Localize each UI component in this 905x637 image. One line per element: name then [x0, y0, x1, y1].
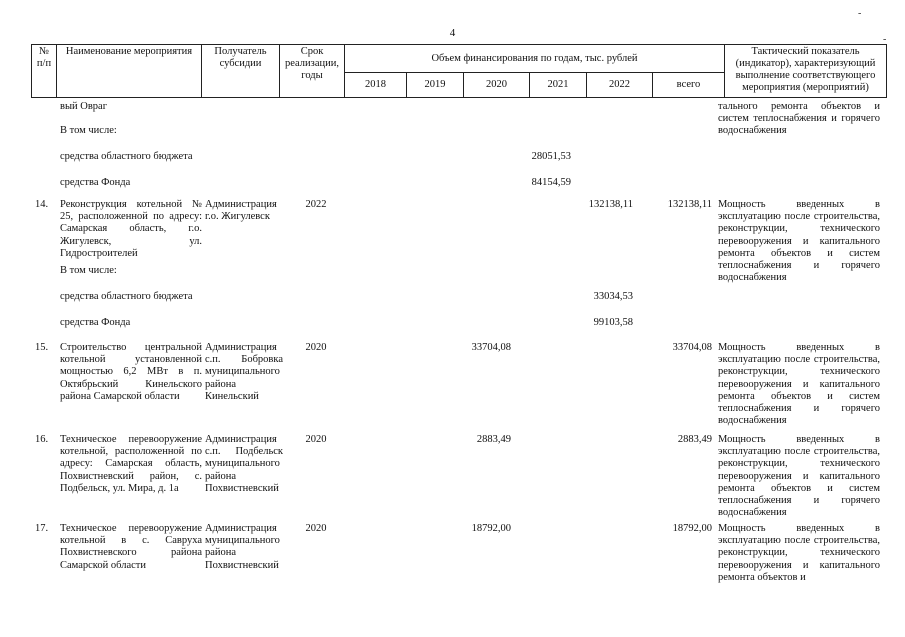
- row-indicator-tail: тального ремонта объектов и систем теплоснабжения и горячего водоснабжения: [718, 101, 880, 137]
- row-number: 15.: [35, 342, 49, 353]
- table-row: [31, 434, 879, 523]
- row-name: Техническое перевооружение котельной, расположенной по адресу: Самарская область, Похвистневский район, с. Подбельск, ул. Мира, д. 1а: [60, 434, 202, 494]
- row-recipient: Администрация с.п. Подбельск муниципального района Похвистневский: [205, 434, 283, 494]
- table-row: [31, 523, 879, 593]
- fund-label: средства Фонда: [60, 177, 131, 188]
- row-name: Техническое перевооружение котельной в с. Савруха Похвистневского района Самарской области: [60, 523, 202, 571]
- corner-mark: -: [858, 8, 862, 19]
- page-number: 4: [449, 27, 456, 39]
- row-recipient: Администрация г.о. Жигулевск: [205, 199, 277, 223]
- col-term-header: Срок реализации, годы: [280, 45, 345, 98]
- year-2022-header: 2022: [587, 73, 653, 98]
- year-2021-header: 2021: [530, 73, 587, 98]
- total-header: всего: [653, 73, 725, 98]
- row-2020-value: 2883,49: [476, 434, 511, 445]
- row-name: Строительство центральной котельной установленной мощностью 6,2 МВт в п. Октябрьский Кинельского района Самарской области: [60, 342, 202, 402]
- row-number: 14.: [35, 199, 49, 210]
- regional-2022-value: 33034,53: [593, 291, 633, 302]
- year-2018-header: 2018: [345, 73, 407, 98]
- row-total-value: 132138,11: [667, 199, 712, 210]
- row-term: 2020: [305, 342, 327, 353]
- regional-budget-label: средства областного бюджета: [60, 291, 193, 302]
- row-indicator: Мощность введенных в эксплуатацию после строительства, реконструкции, технического перевооружения и капитального ремонта объектов и систем теплоснабжения и горячего водоснабжения: [718, 434, 880, 519]
- col-name-header: Наименование мероприятия: [57, 45, 202, 98]
- year-2019-header: 2019: [407, 73, 464, 98]
- table-row: [31, 199, 879, 342]
- row-recipient: Администрация муниципального района Похвистневский: [205, 523, 280, 571]
- row-indicator: Мощность введенных в эксплуатацию после строительства, реконструкции, технического перевооружения и капитального ремонта объектов и систем теплоснабжения и горячего водоснабжения: [718, 342, 880, 427]
- row-indicator: Мощность введенных в эксплуатацию после строительства, реконструкции, технического перевооружения и капитального ремонта объектов и: [718, 523, 880, 583]
- table-row: [31, 342, 879, 434]
- col-financing-header: Объем финансирования по годам, тыс. рублей: [345, 45, 725, 73]
- header-table: [31, 44, 887, 98]
- regional-budget-label: средства областного бюджета: [60, 151, 193, 162]
- including-label: В том числе:: [60, 125, 117, 136]
- regional-2021-value: 28051,53: [531, 151, 571, 162]
- fund-label: средства Фонда: [60, 317, 131, 328]
- row-indicator: Мощность введенных в эксплуатацию после строительства, реконструкции, технического перевооружения и капитального ремонта объектов и систем теплоснабжения и горячего водоснабжения: [718, 199, 880, 284]
- row-number: 16.: [35, 434, 49, 445]
- row-recipient: Администрация с.п. Бобровка муниципального района Кинельский: [205, 342, 283, 402]
- col-indicator-header: Тактический показатель (индикатор), характеризующий выполнение соответствующего мероприятия (мероприятий): [725, 45, 887, 98]
- col-recipient-header: Получатель субсидии: [202, 45, 280, 98]
- row-2020-value: 18792,00: [471, 523, 511, 534]
- fund-2021-value: 84154,59: [531, 177, 571, 188]
- row-name: Реконструкция котельной № 25, расположенной по адресу: Самарская область, г.о. Жигулевск, ул. Гидростроителей: [60, 199, 202, 259]
- fund-2022-value: 99103,58: [593, 317, 633, 328]
- row-2022-value: 132138,11: [588, 199, 633, 210]
- row-term: 2020: [305, 434, 327, 445]
- row-total-value: 18792,00: [672, 523, 712, 534]
- row-2020-value: 33704,08: [471, 342, 511, 353]
- row-total-value: 33704,08: [672, 342, 712, 353]
- row-name-tail: вый Овраг: [60, 101, 108, 112]
- row-term: 2020: [305, 523, 327, 534]
- year-2020-header: 2020: [464, 73, 530, 98]
- row-total-value: 2883,49: [677, 434, 712, 445]
- row-term: 2022: [305, 199, 327, 210]
- corner-mark-2: -: [883, 34, 887, 45]
- col-num-header: № п/п: [32, 45, 57, 98]
- including-label: В том числе:: [60, 265, 117, 276]
- table-row-continued: [31, 101, 879, 199]
- row-number: 17.: [35, 523, 49, 534]
- table-body: [31, 101, 879, 593]
